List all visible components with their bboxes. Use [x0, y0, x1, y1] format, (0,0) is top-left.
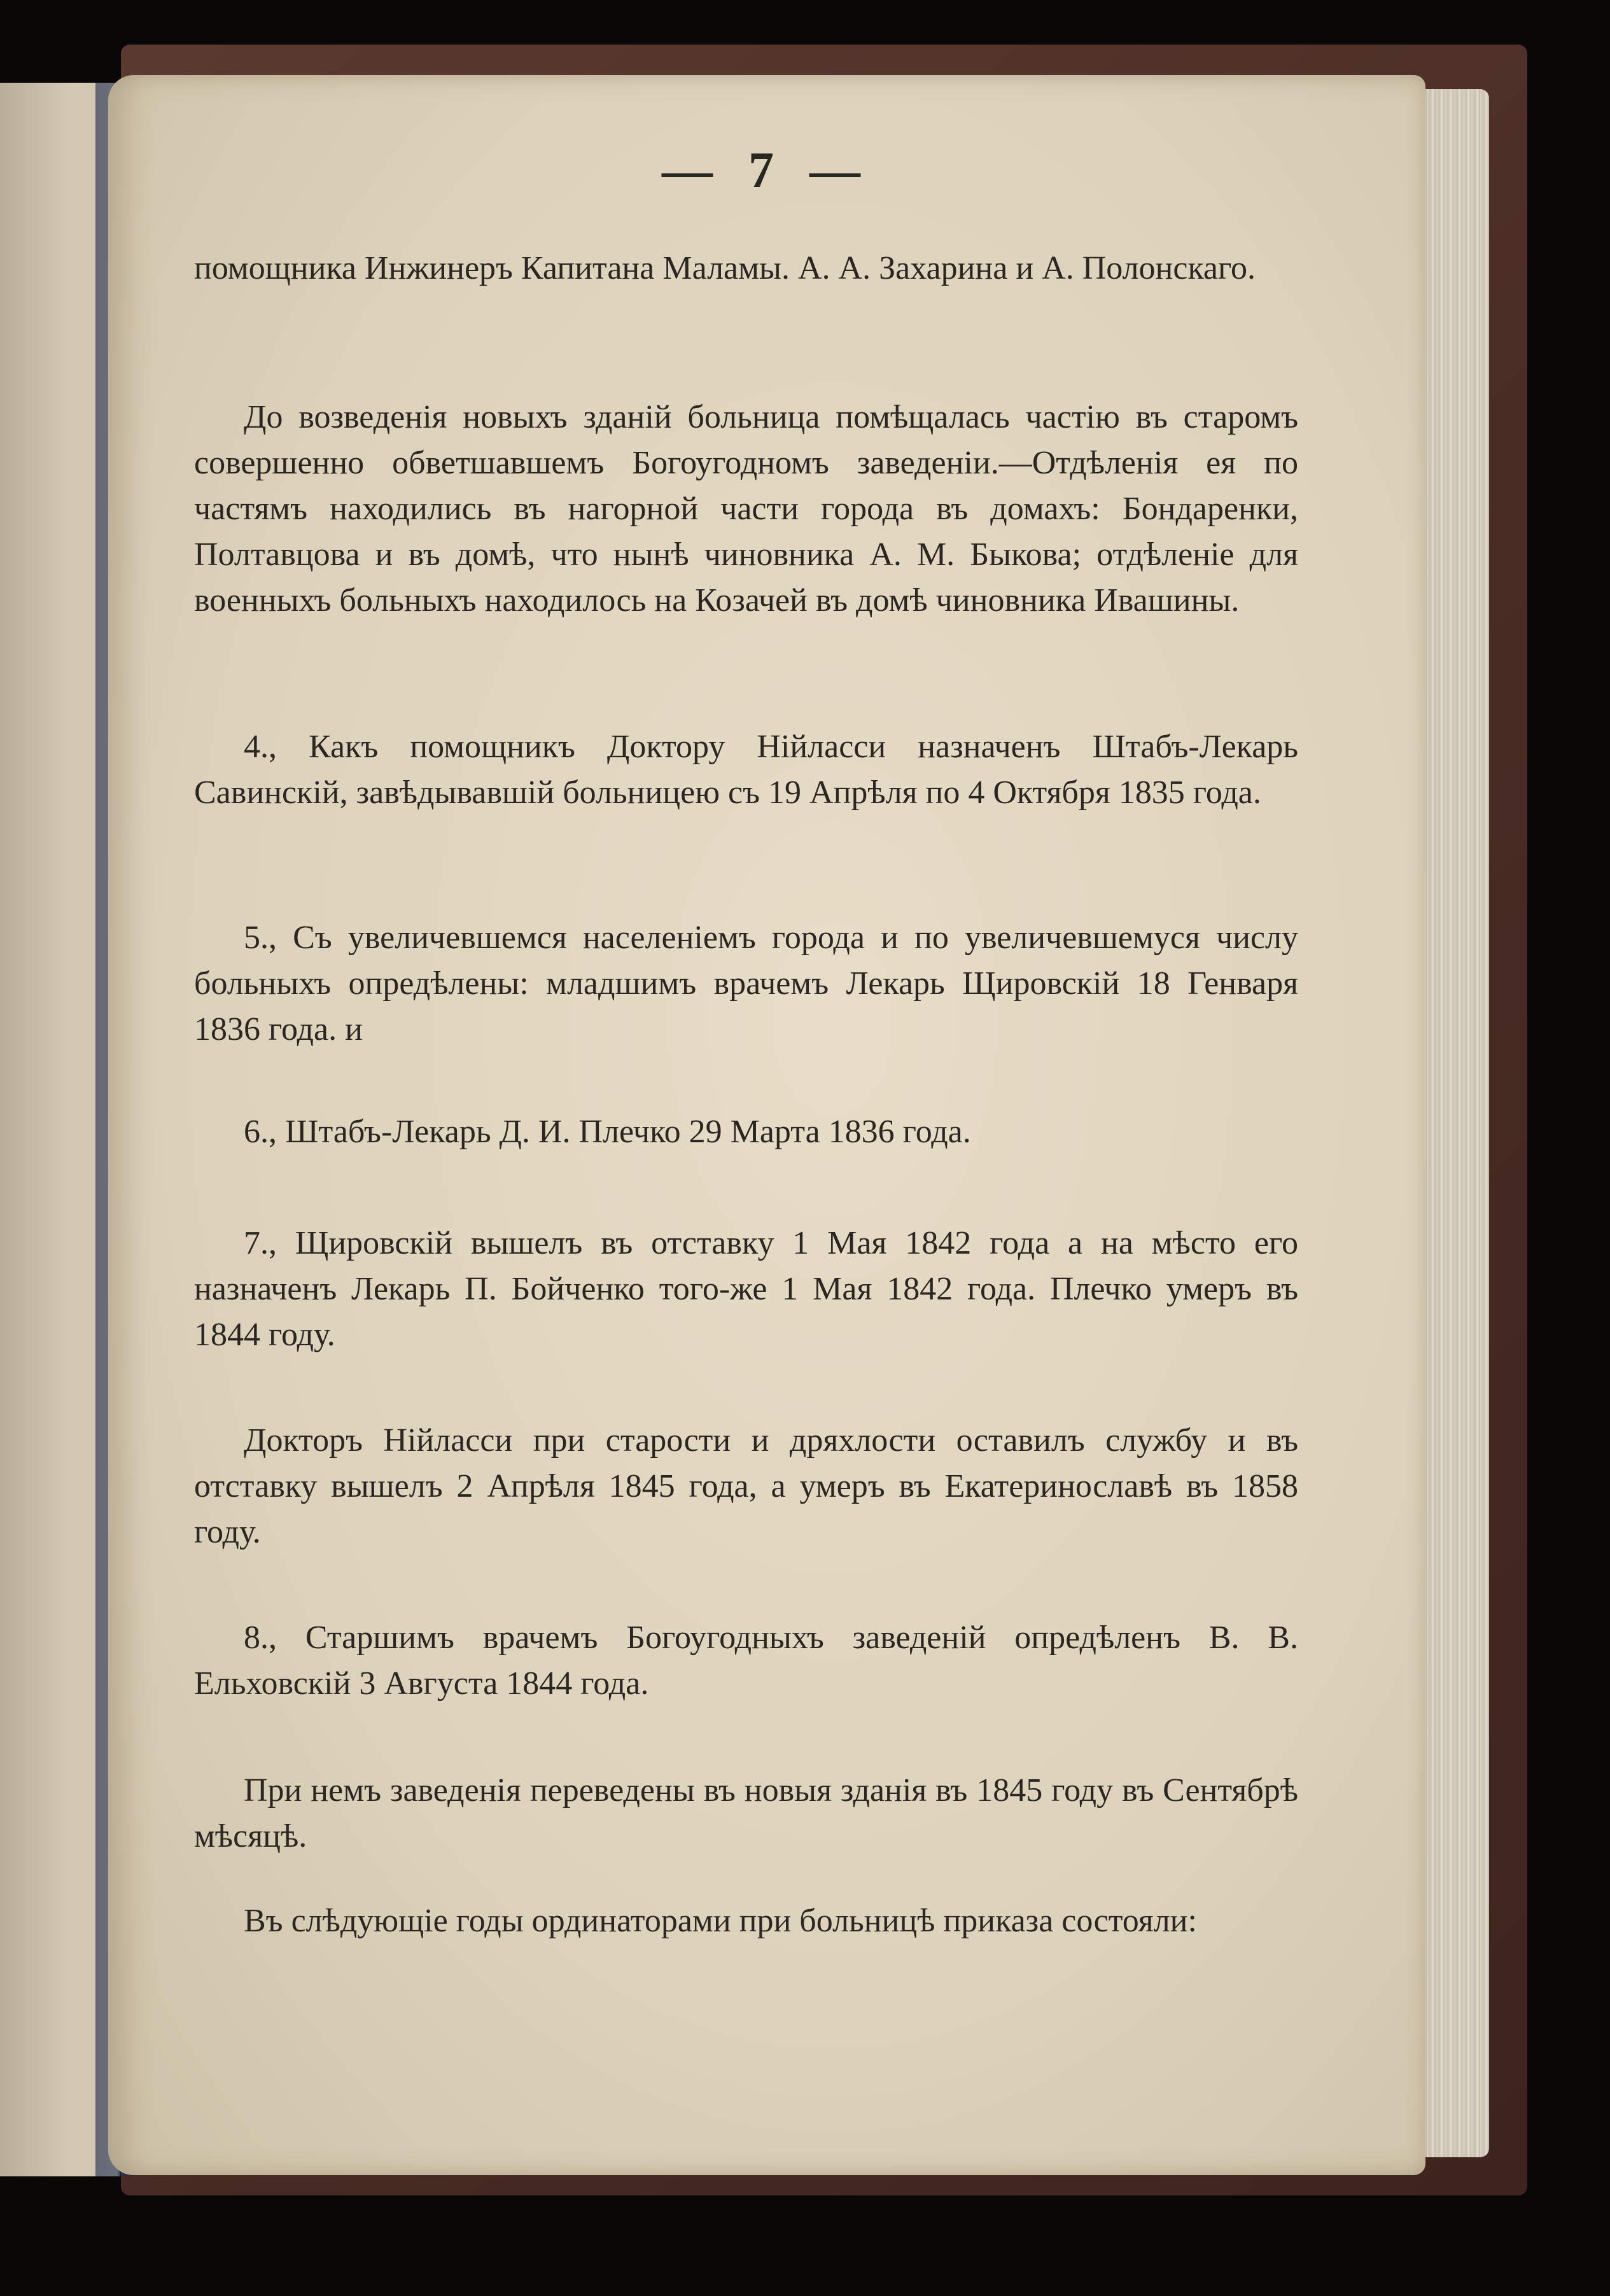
book-page [108, 75, 1425, 2175]
paragraph-10: Въ слѣдующіе годы ординаторами при больницѣ приказа состояли: [244, 1903, 1197, 1939]
paragraph-1: помощника Инжинеръ Капитана Маламы. А. А. Захарина и А. Полонскаго. [194, 250, 1256, 286]
paragraph-5: 6., Штабъ-Лекарь Д. И. Плечко 29 Марта 1836 года. [244, 1114, 971, 1150]
paragraph-6: 7., Щировскій вышелъ въ отставку 1 Мая 1842 года а на мѣсто его назначенъ Лекарь П. Бойченко того-же 1 Мая 1842 года. Плечко умеръ въ 1844 году. [194, 1225, 1298, 1353]
page-number: — 7 — [662, 143, 872, 199]
paragraph-4: 5., Съ увеличевшемся населеніемъ города и по увеличевшемуся числу больныхъ опредѣлены: младшимъ врачемъ Лекарь Щировскій 18 Генваря 1836 года. и [194, 920, 1298, 1047]
paragraph-3: 4., Какъ помощникъ Доктору Нійласси назначенъ Штабъ-Лекарь Савинскій, завѣдывавшій больницею съ 19 Апрѣля по 4 Октября 1835 года. [194, 729, 1298, 811]
paragraph-7: Докторъ Нійласси при старости и дряхлости оставилъ службу и въ отставку вышелъ 2 Апрѣля 1845 года, а умеръ въ Екатеринославѣ въ 1858 году. [194, 1422, 1298, 1550]
paragraph-8: 8., Старшимъ врачемъ Богоугодныхъ заведеній опредѣленъ В. В. Ельховскій 3 Августа 1844 года. [194, 1620, 1298, 1702]
paragraph-9: При немъ заведенія переведены въ новыя зданія въ 1845 году въ Сентябрѣ мѣсяцѣ. [194, 1772, 1298, 1854]
paragraph-2: До возведенія новыхъ зданій больница помѣщалась частію въ старомъ совершенно обветшавшемъ Богоугодномъ заведеніи.—Отдѣленія ея по частямъ находились въ нагорной части города въ домахъ: Бондаренки, Полтавцова и въ домѣ, что нынѣ чиновника А. М. Быкова; отдѣленіе для военныхъ больныхъ находилось на Козачей въ домѣ чиновника Ивашины. [194, 399, 1298, 619]
